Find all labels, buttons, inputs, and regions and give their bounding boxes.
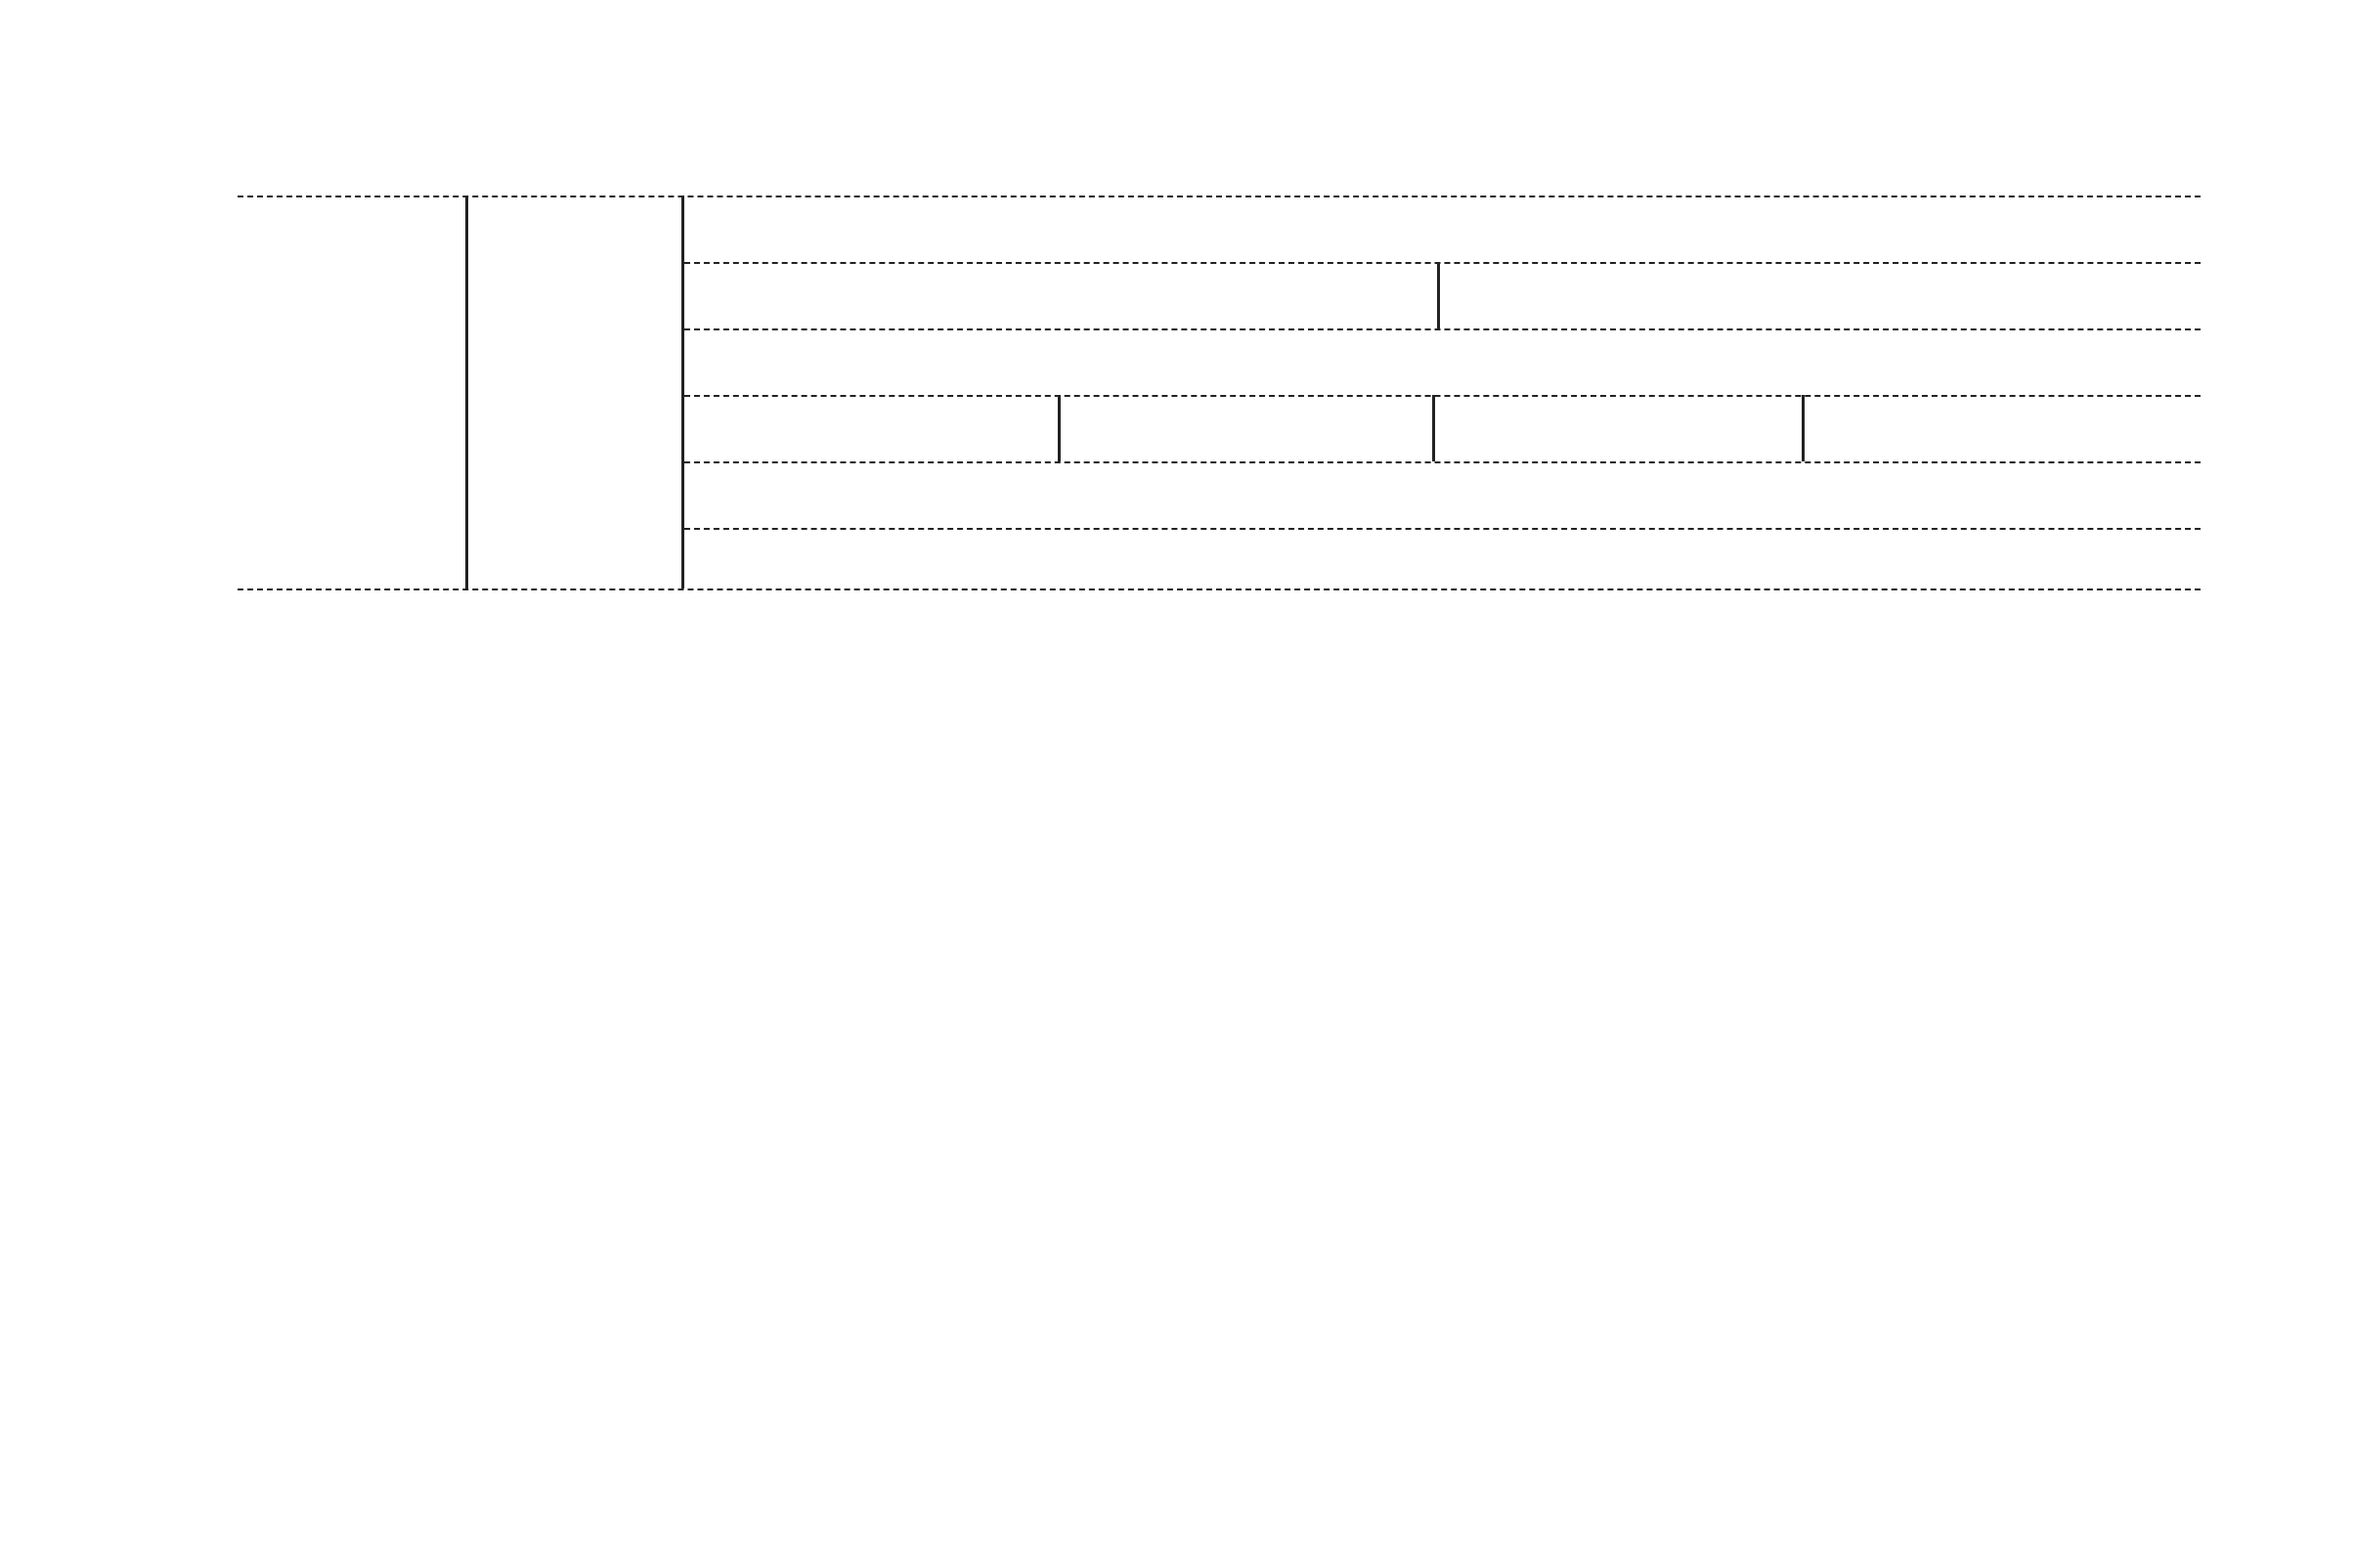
rule-5 bbox=[684, 461, 2201, 463]
rule-6 bbox=[684, 528, 2201, 530]
rule-3 bbox=[684, 328, 2201, 330]
rule-2 bbox=[684, 262, 2201, 264]
base-divider bbox=[1437, 262, 1440, 328]
header-top-rule bbox=[238, 196, 2201, 197]
comp-divider-3 bbox=[1802, 395, 1805, 461]
header-divider-1 bbox=[465, 196, 468, 588]
header-bottom-rule bbox=[238, 588, 2201, 590]
comp-divider-2 bbox=[1432, 395, 1435, 461]
comp-divider-1 bbox=[1058, 395, 1061, 461]
rule-4 bbox=[684, 395, 2201, 397]
